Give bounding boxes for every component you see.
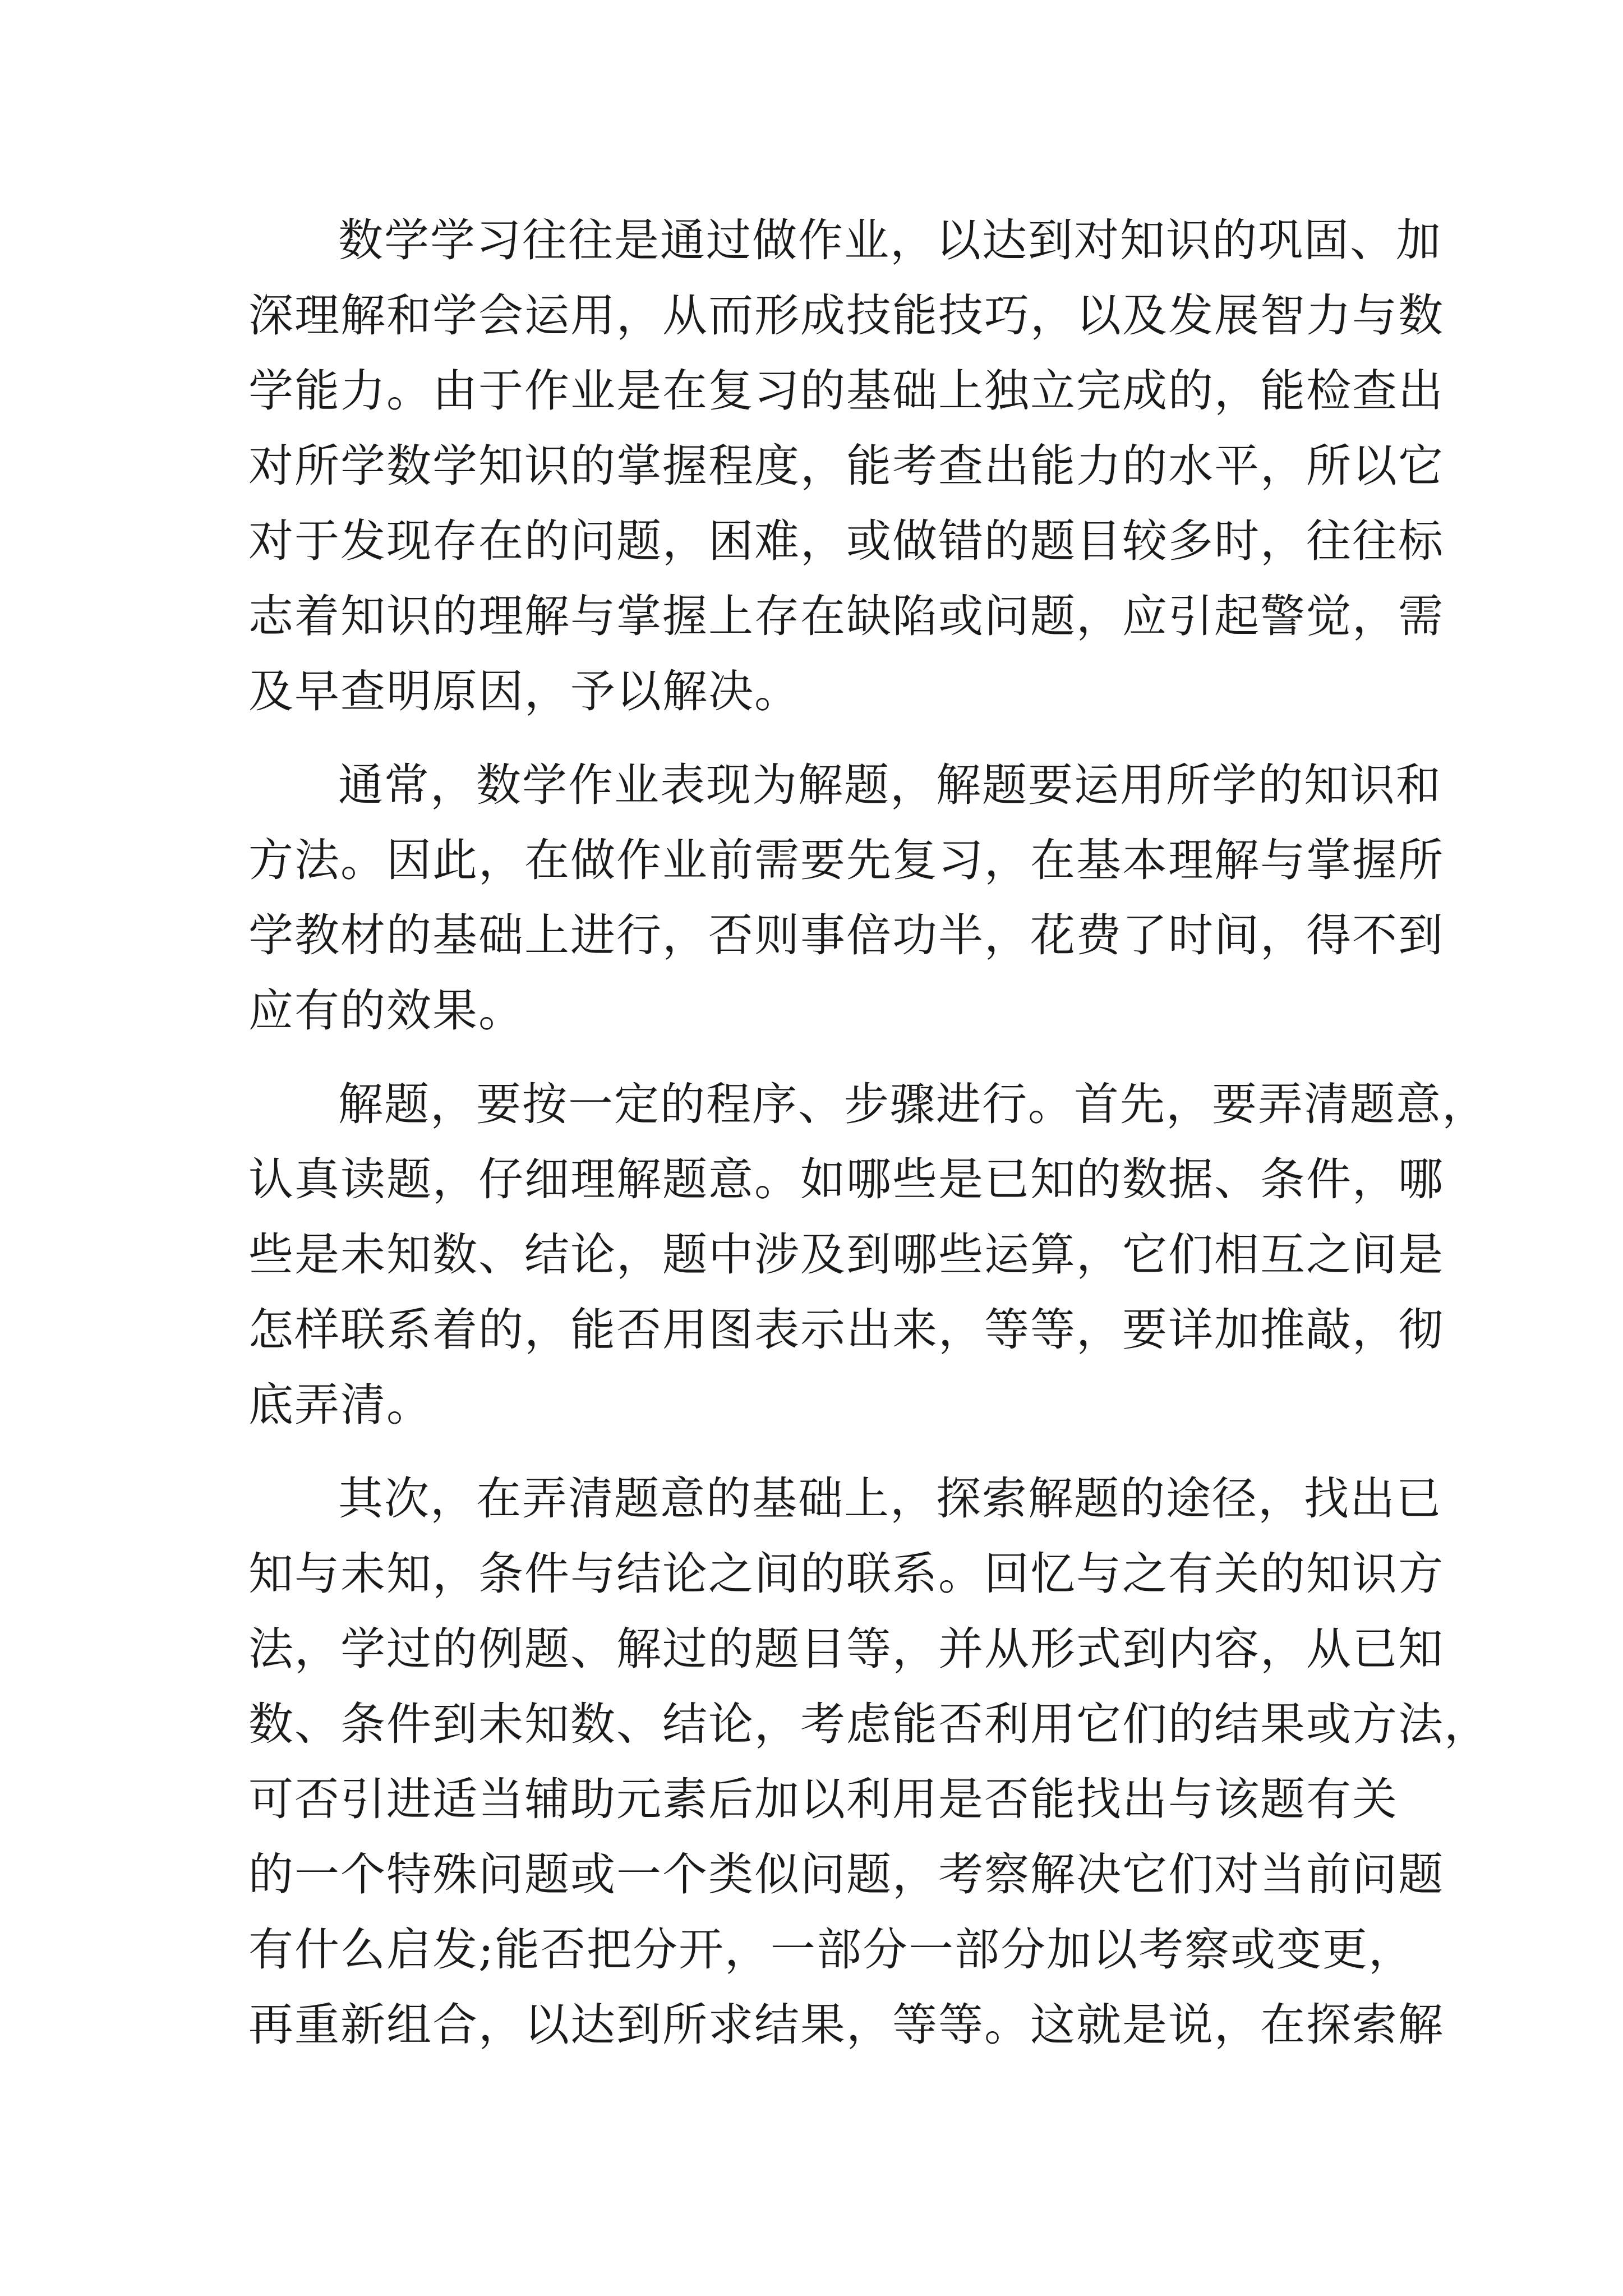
- paragraph-line: 底弄清。: [248, 1379, 432, 1431]
- paragraph-line: 些是未知数、结论，题中涉及到哪些运算，它们相互之间是: [248, 1228, 1444, 1281]
- paragraph-line: 对于发现存在的问题，困难，或做错的题目较多时，往往标: [248, 515, 1444, 567]
- paragraph-line: 有什么启发;能否把分开，一部分一部分加以考察或变更，: [248, 1924, 1414, 1976]
- paragraph-4: [248, 1461, 1490, 2063]
- paragraph-line: 对所学数学知识的掌握程度，能考查出能力的水平，所以它: [248, 440, 1444, 492]
- paragraph-line: 知与未知，条件与结论之间的联系。回忆与之有关的知识方: [248, 1548, 1444, 1600]
- paragraph-line: 法，学过的例题、解过的题目等，并从形式到内容，从已知: [248, 1623, 1444, 1675]
- paragraph-line: 怎样联系着的，能否用图表示出来，等等，要详加推敲，彻: [248, 1304, 1444, 1356]
- paragraph-line: 数学学习往往是通过做作业，以达到对知识的巩固、加: [338, 214, 1442, 266]
- paragraph-line: 通常，数学作业表现为解题，解题要运用所学的知识和: [338, 759, 1442, 811]
- paragraph-line: 深理解和学会运用，从而形成技能技巧，以及发展智力与数: [248, 289, 1444, 342]
- paragraph-line: 再重新组合，以达到所求结果，等等。这就是说，在探索解: [248, 1999, 1444, 2051]
- text-column: [248, 203, 1490, 2063]
- paragraph-line: 志着知识的理解与掌握上存在缺陷或问题，应引起警觉，需: [248, 590, 1444, 642]
- paragraph-line: 认真读题，仔细理解题意。如哪些是已知的数据、条件，哪: [248, 1153, 1444, 1205]
- paragraph-1: [248, 203, 1444, 729]
- paragraph-2: [248, 748, 1444, 1048]
- paragraph-line: 应有的效果。: [248, 984, 524, 1037]
- paragraph-line: 数、条件到未知数、结论，考虑能否利用它们的结果或方法，: [248, 1698, 1490, 1750]
- paragraph-line: 的一个特殊问题或一个类似问题，考察解决它们对当前问题: [248, 1848, 1444, 1901]
- paragraph-line: 方法。因此，在做作业前需要先复习，在基本理解与掌握所: [248, 834, 1444, 886]
- paragraph-line: 解题，要按一定的程序、步骤进行。首先，要弄清题意，: [338, 1078, 1488, 1130]
- paragraph-line: 学教材的基础上进行，否则事倍功半，花费了时间，得不到: [248, 909, 1444, 961]
- paragraph-line: 其次，在弄清题意的基础上，探索解题的途径，找出已: [338, 1473, 1442, 1525]
- paragraph-line: 及早查明原因，予以解决。: [248, 665, 800, 717]
- paragraph-line: 可否引进适当辅助元素后加以利用是否能找出与该题有关: [248, 1773, 1398, 1825]
- paragraph-line: 学能力。由于作业是在复习的基础上独立完成的，能检查出: [248, 365, 1444, 417]
- paragraph-3: [248, 1067, 1488, 1443]
